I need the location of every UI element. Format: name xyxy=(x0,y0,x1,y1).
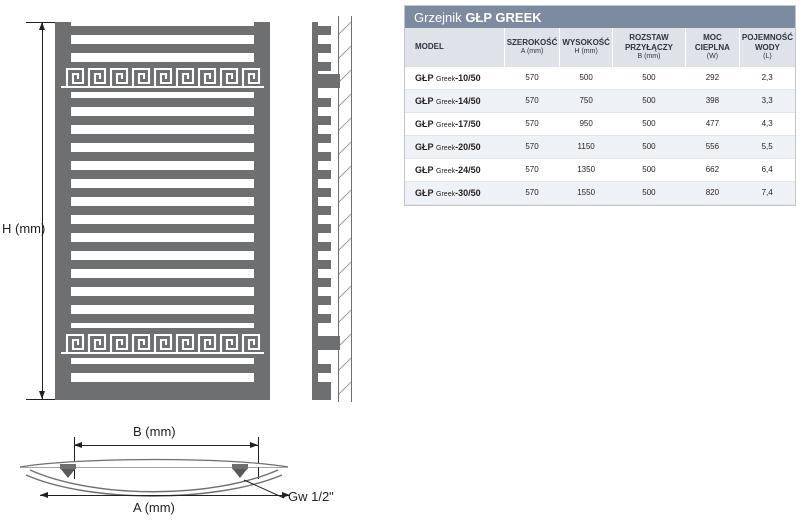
model-mid: Greek xyxy=(436,121,456,129)
cell-moc: 477 xyxy=(685,112,739,135)
h-dim-arrow-up-icon xyxy=(39,22,45,30)
table-header-row xyxy=(405,28,795,67)
radiator-side-rung xyxy=(318,242,331,251)
radiator-rung xyxy=(61,364,264,373)
radiator-rung xyxy=(61,224,264,233)
header-wysokosc-sub: H (mm) xyxy=(574,48,598,55)
header-pojemnosc-text: POJEMNOŚĆ WODY xyxy=(741,33,793,52)
radiator-rung xyxy=(61,116,264,125)
model-mid: Greek xyxy=(436,190,456,198)
cell-rozstaw: 500 xyxy=(612,89,685,112)
cell-rozstaw: 500 xyxy=(612,67,685,90)
front-view-drawing xyxy=(0,0,300,420)
cell-moc: 292 xyxy=(685,67,739,90)
radiator-side-rung xyxy=(318,314,331,323)
cell-wysokosc: 1550 xyxy=(560,181,613,204)
header-moc-sub: (W) xyxy=(706,53,719,60)
radiator-side-rung xyxy=(318,152,331,161)
greek-key-band-top xyxy=(61,62,264,92)
h-dim-label: H (mm) xyxy=(2,221,46,236)
bottom-view-drawing xyxy=(0,415,390,523)
radiator-side-rung xyxy=(318,364,331,373)
radiator-side-rung xyxy=(318,206,331,215)
cell-szerokosc: 570 xyxy=(504,89,560,112)
cell-wysokosc: 950 xyxy=(560,112,613,135)
header-wysokosc xyxy=(560,28,613,67)
model-prefix: GŁP xyxy=(415,72,434,83)
header-moc-text: MOC CIEPLNA xyxy=(694,33,730,52)
radiator-side-rung xyxy=(318,116,331,125)
radiator-side-rung xyxy=(318,260,331,269)
cell-wysokosc: 750 xyxy=(560,89,613,112)
radiator-rung xyxy=(61,314,264,323)
cell-rozstaw: 500 xyxy=(612,112,685,135)
radiator-side-rung xyxy=(318,188,331,197)
cell-model xyxy=(405,135,504,158)
model-suffix: -14/50 xyxy=(455,95,481,106)
wall-bracket-lower xyxy=(318,336,340,350)
radiator-rung xyxy=(61,391,264,400)
cell-szerokosc: 570 xyxy=(504,67,560,90)
radiator-rung xyxy=(61,44,264,53)
radiator-rung xyxy=(61,170,264,179)
greek-key-band-bottom xyxy=(61,328,264,358)
table-row xyxy=(405,181,795,204)
h-dim-arrow-down-icon xyxy=(39,391,45,399)
table-row xyxy=(405,112,795,135)
b-dim-arrow-right-icon xyxy=(250,442,258,448)
model-mid: Greek xyxy=(436,144,456,152)
radiator-rung xyxy=(61,296,264,305)
table-title-light: Grzejnik xyxy=(414,10,462,25)
radiator-rung xyxy=(61,134,264,143)
radiator-side-rung xyxy=(318,98,331,107)
cell-rozstaw: 500 xyxy=(612,135,685,158)
table-row xyxy=(405,158,795,181)
model-suffix: -30/50 xyxy=(455,187,481,198)
a-dim-label: A (mm) xyxy=(133,500,175,515)
h-dim-line xyxy=(42,22,43,400)
header-pojemnosc xyxy=(739,28,795,67)
cell-szerokosc: 570 xyxy=(504,158,560,181)
cell-szerokosc: 570 xyxy=(504,181,560,204)
cell-rozstaw: 500 xyxy=(612,181,685,204)
specs-table-element xyxy=(405,28,795,205)
cell-wysokosc: 500 xyxy=(560,67,613,90)
radiator-rung xyxy=(61,26,264,35)
cell-model xyxy=(405,89,504,112)
model-prefix: GŁP xyxy=(415,95,434,106)
cell-moc: 398 xyxy=(685,89,739,112)
side-view-drawing xyxy=(300,0,390,420)
cell-model xyxy=(405,158,504,181)
cell-pojemnosc: 2,3 xyxy=(739,67,795,90)
cell-model xyxy=(405,67,504,90)
wall-hatch-icon xyxy=(339,16,351,402)
radiator-rung xyxy=(61,242,264,251)
model-suffix: -24/50 xyxy=(455,164,481,175)
cell-pojemnosc: 6,4 xyxy=(739,158,795,181)
cell-pojemnosc: 5,5 xyxy=(739,135,795,158)
wall-section xyxy=(338,16,352,402)
model-suffix: -10/50 xyxy=(455,72,481,83)
cell-szerokosc: 570 xyxy=(504,112,560,135)
cell-model xyxy=(405,112,504,135)
model-mid: Greek xyxy=(436,167,456,175)
cell-pojemnosc: 7,4 xyxy=(739,181,795,204)
header-rozstaw xyxy=(612,28,685,67)
table-title-bold: GŁP GREEK xyxy=(465,10,542,25)
radiator-rung xyxy=(61,278,264,287)
table-row xyxy=(405,89,795,112)
table-title-bar xyxy=(405,6,795,28)
cell-model xyxy=(405,181,504,204)
cell-moc: 556 xyxy=(685,135,739,158)
model-prefix: GŁP xyxy=(415,118,434,129)
radiator-side-rung xyxy=(318,26,331,35)
radiator-rung xyxy=(61,382,264,391)
model-prefix: GŁP xyxy=(415,141,434,152)
radiator-rung xyxy=(61,98,264,107)
cell-pojemnosc: 3,3 xyxy=(739,89,795,112)
header-model-text: MODEL xyxy=(415,42,444,52)
header-szerokosc-text: SZEROKOŚĆ xyxy=(506,38,558,47)
cell-wysokosc: 1350 xyxy=(560,158,613,181)
model-suffix: -17/50 xyxy=(455,118,481,129)
radiator-side-rung xyxy=(318,170,331,179)
radiator-side-rung xyxy=(318,278,331,287)
cell-rozstaw: 500 xyxy=(612,158,685,181)
radiator-front-body xyxy=(55,22,270,400)
header-pojemnosc-sub: (L) xyxy=(763,53,772,60)
cell-szerokosc: 570 xyxy=(504,135,560,158)
cell-moc: 662 xyxy=(685,158,739,181)
model-mid: Greek xyxy=(436,75,456,83)
model-mid: Greek xyxy=(436,98,456,106)
header-rozstaw-text: ROZSTAW PRZYŁĄCZY xyxy=(624,33,673,52)
b-dim-line xyxy=(74,445,258,446)
b-dim-label: B (mm) xyxy=(133,424,176,439)
model-prefix: GŁP xyxy=(415,187,434,198)
a-dim-arrow-left-icon xyxy=(40,492,48,498)
header-model xyxy=(405,28,504,67)
radiator-side-rung xyxy=(318,391,331,400)
radiator-side-rung xyxy=(318,44,331,53)
cell-moc: 820 xyxy=(685,181,739,204)
wall-bracket-upper xyxy=(318,74,340,88)
table-row xyxy=(405,135,795,158)
header-rozstaw-sub: B (mm) xyxy=(637,53,661,60)
radiator-rung xyxy=(61,206,264,215)
header-moc xyxy=(685,28,739,67)
b-dim-arrow-left-icon xyxy=(74,442,82,448)
header-szerokosc xyxy=(504,28,560,67)
header-wysokosc-text: WYSOKOŚĆ xyxy=(562,38,610,47)
cell-wysokosc: 1150 xyxy=(560,135,613,158)
radiator-rung xyxy=(61,188,264,197)
radiator-rung xyxy=(61,152,264,161)
radiator-side-rung xyxy=(318,134,331,143)
model-prefix: GŁP xyxy=(415,164,434,175)
header-szerokosc-sub: A (mm) xyxy=(520,48,544,55)
table-row xyxy=(405,67,795,90)
model-suffix: -20/50 xyxy=(455,141,481,152)
radiator-side-rung xyxy=(318,62,331,71)
radiator-side-rung xyxy=(318,296,331,305)
radiator-side-rung xyxy=(318,224,331,233)
connection-label: Gw 1/2" xyxy=(288,489,334,504)
cell-pojemnosc: 4,3 xyxy=(739,112,795,135)
radiator-side-rung xyxy=(318,382,331,391)
radiator-rung xyxy=(61,260,264,269)
specification-table xyxy=(404,5,796,206)
